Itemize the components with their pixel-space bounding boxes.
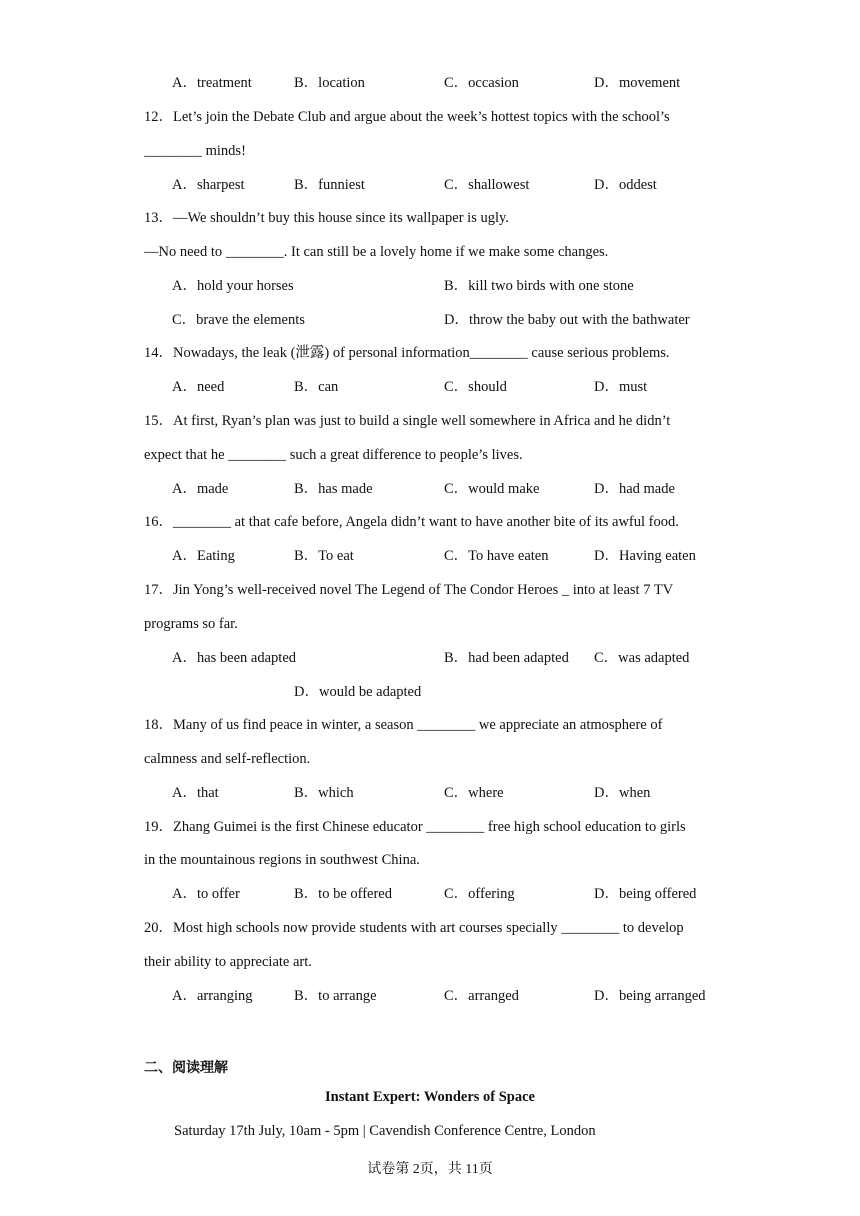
q20-option-c: C．arranged — [444, 988, 519, 1004]
q13-stem-line2: —No need to ________. It can still be a lovely home if we make some changes. — [144, 244, 609, 260]
q20-stem-line2: their ability to appreciate art. — [144, 954, 312, 970]
q15-stem-line1: 15．At first, Ryan’s plan was just to build a single well somewhere in Africa and he didn’t — [144, 413, 671, 429]
q15-option-b: B．has made — [294, 481, 373, 497]
q16-option-d: D．Having eaten — [594, 548, 696, 564]
q12-stem-line1: 12．Let’s join the Debate Club and argue about the week’s hottest topics with the school’s — [144, 109, 670, 125]
passage-subtitle: Saturday 17th July, 10am - 5pm | Cavendish Conference Centre, London — [174, 1123, 596, 1139]
q14-option-c: C．should — [444, 379, 507, 395]
q19-option-b: B．to be offered — [294, 886, 392, 902]
q20-stem-line1: 20．Most high schools now provide students with art courses specially ________ to develop — [144, 920, 684, 936]
q13-option-c: C．brave the elements — [172, 312, 305, 328]
q11-option-c: C．occasion — [444, 75, 519, 91]
q12-option-d: D．oddest — [594, 177, 657, 193]
q16-option-a: A．Eating — [172, 548, 235, 564]
q13-option-a: A．hold your horses — [172, 278, 294, 294]
q19-option-c: C．offering — [444, 886, 515, 902]
q19-option-a: A．to offer — [172, 886, 240, 902]
q13-option-d: D．throw the baby out with the bathwater — [444, 312, 690, 328]
q15-option-d: D．had made — [594, 481, 675, 497]
passage-title: Instant Expert: Wonders of Space — [325, 1089, 535, 1105]
q18-option-c: C．where — [444, 785, 504, 801]
q18-stem-line1: 18．Many of us find peace in winter, a season ________ we appreciate an atmosphere of — [144, 717, 663, 733]
q17-option-c: C．was adapted — [594, 650, 690, 666]
q17-stem-line2: programs so far. — [144, 616, 238, 632]
q15-option-c: C．would make — [444, 481, 540, 497]
q14-option-a: A．need — [172, 379, 225, 395]
q11-option-d: D．movement — [594, 75, 681, 91]
q16-option-c: C．To have eaten — [444, 548, 549, 564]
q11-option-a: A．treatment — [172, 75, 252, 91]
q20-option-b: B．to arrange — [294, 988, 377, 1004]
q12-option-a: A．sharpest — [172, 177, 245, 193]
q19-option-d: D．being offered — [594, 886, 697, 902]
q18-option-d: D．when — [594, 785, 651, 801]
q12-stem-line2: ________ minds! — [144, 143, 246, 159]
q16-option-b: B．To eat — [294, 548, 354, 564]
q14-option-d: D．must — [594, 379, 648, 395]
q16-stem-line1: 16．________ at that cafe before, Angela didn’t want to have another bite of its awful food. — [144, 514, 679, 530]
q18-option-b: B．which — [294, 785, 354, 801]
q18-option-a: A．that — [172, 785, 219, 801]
q19-stem-line1: 19．Zhang Guimei is the first Chinese educator ________ free high school education to girls — [144, 819, 686, 835]
q17-option-a: A．has been adapted — [172, 650, 297, 666]
q11-option-b: B．location — [294, 75, 365, 91]
q20-option-a: A．arranging — [172, 988, 253, 1004]
page-footer: 试卷第 2页，共 11页 — [367, 1162, 493, 1177]
section-heading: 二、阅读理解 — [144, 1060, 228, 1076]
q14-option-b: B．can — [294, 379, 339, 395]
q17-option-b: B．had been adapted — [444, 650, 569, 666]
q18-stem-line2: calmness and self-reflection. — [144, 751, 311, 767]
q15-option-a: A．made — [172, 481, 229, 497]
q14-stem-line1: 14．Nowadays, the leak (泄露) of personal information________ cause serious problems. — [144, 345, 670, 361]
q13-stem-line1: 13．—We shouldn’t buy this house since its wallpaper is ugly. — [144, 210, 509, 226]
q17-option-d: D．would be adapted — [294, 684, 422, 700]
q19-stem-line2: in the mountainous regions in southwest China. — [144, 852, 420, 868]
q13-option-b: B．kill two birds with one stone — [444, 278, 634, 294]
q12-option-b: B．funniest — [294, 177, 365, 193]
q12-option-c: C．shallowest — [444, 177, 530, 193]
q17-stem-line1: 17．Jin Yong’s well-received novel The Legend of The Condor Heroes _ into at least 7 TV — [144, 582, 674, 598]
q15-stem-line2: expect that he ________ such a great difference to people’s lives. — [144, 447, 523, 463]
q20-option-d: D．being arranged — [594, 988, 706, 1004]
